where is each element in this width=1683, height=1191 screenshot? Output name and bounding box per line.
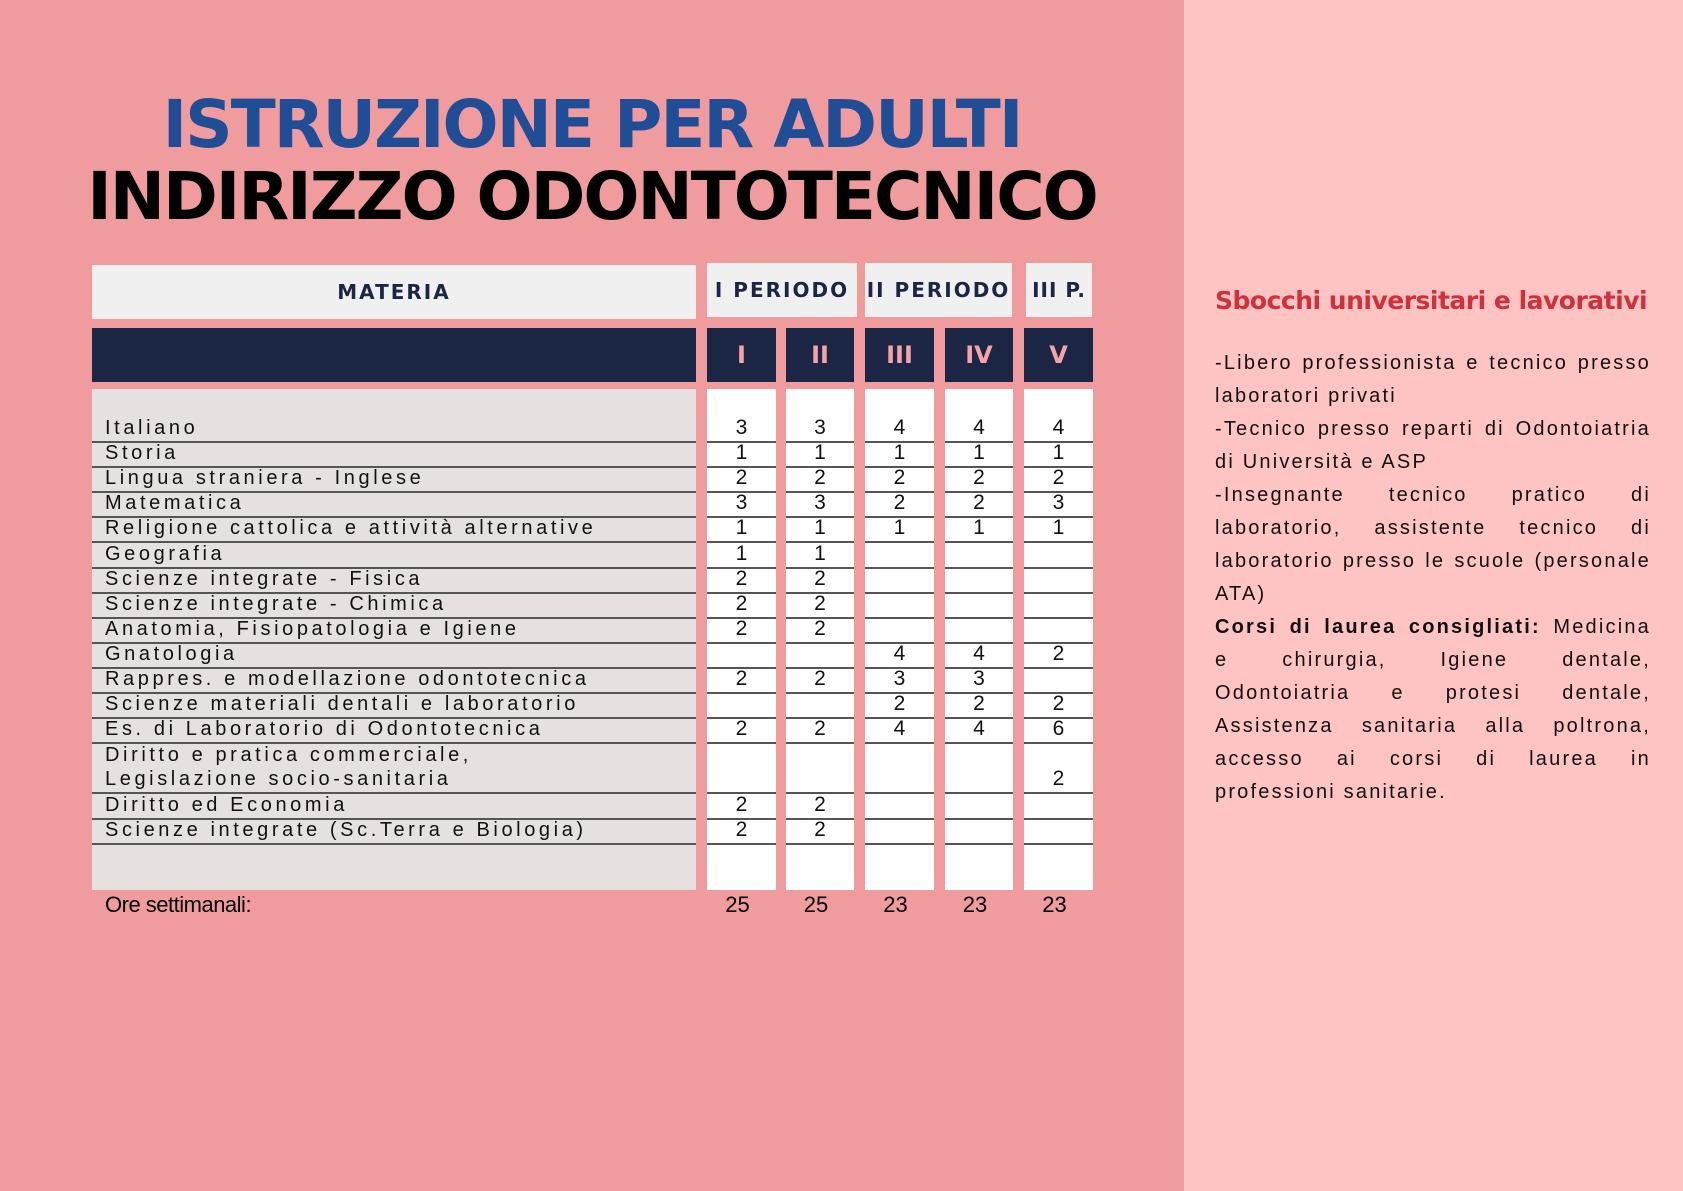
hours-cell: 1	[1052, 516, 1065, 540]
hours-cell: 2	[814, 667, 826, 690]
hours-cell: 3	[735, 491, 748, 515]
career-item: -Tecnico presso reparti di Odontoiatria di Università e ASP	[1215, 418, 1651, 473]
hours-cell: 3	[1052, 491, 1065, 515]
row-divider	[945, 541, 1013, 543]
row-divider	[92, 843, 696, 845]
hours-cell: 2	[814, 616, 826, 640]
hours-cell: 4	[973, 717, 985, 741]
career-item: -Insegnante tecnico pratico di laboratorio, assistente tecnico di laboratorio presso le scuole (personale ATA)	[1215, 484, 1651, 605]
year-header-3: III	[865, 328, 934, 382]
subject-label: Rappres. e modellazione odontotecnica	[105, 668, 590, 690]
hours-cell: 3	[735, 416, 748, 439]
row-divider	[945, 592, 1013, 594]
side-heading: Sbocchi universitari e lavorativi	[1215, 286, 1648, 315]
row-divider	[1024, 667, 1093, 669]
row-divider	[865, 818, 934, 820]
row-divider	[945, 792, 1013, 794]
total-hours-2: 25	[803, 892, 829, 917]
total-hours-5: 23	[1042, 892, 1067, 917]
row-divider	[707, 642, 776, 644]
hours-cell: 1	[893, 441, 906, 465]
hours-cell: 2	[1052, 466, 1065, 490]
subject-label: Matematica	[105, 492, 245, 515]
hours-cell: 2	[1052, 641, 1065, 665]
row-divider	[945, 617, 1013, 619]
row-divider	[945, 567, 1013, 569]
subject-label: Diritto e pratica commerciale,	[105, 744, 472, 767]
courses-paragraph	[1215, 611, 1651, 809]
total-hours-1: 25	[725, 892, 750, 917]
subject-label: Lingua straniera - Inglese	[105, 467, 425, 490]
hours-cell: 4	[1052, 416, 1065, 439]
period-header-2: II PERIODO	[865, 263, 1012, 317]
subject-label: Anatomia, Fisiopatologia e Igiene	[105, 617, 520, 640]
hours-cell: 2	[814, 591, 826, 615]
hours-cell: 2	[814, 566, 826, 590]
row-divider	[1024, 617, 1093, 619]
period-header-3: III P.	[1026, 263, 1092, 317]
hours-cell: 2	[735, 717, 748, 741]
subject-label: Gnatologia	[105, 642, 238, 665]
row-divider	[1024, 818, 1093, 820]
subject-label: Diritto ed Economia	[105, 793, 348, 816]
subject-label: Scienze integrate (Sc.Terra e Biologia)	[105, 818, 587, 841]
row-divider	[786, 843, 854, 845]
row-divider	[1024, 592, 1093, 594]
row-divider	[1024, 541, 1093, 543]
subject-label: Es. di Laboratorio di Odontotecnica	[105, 718, 544, 741]
row-divider	[786, 692, 854, 694]
hours-cell: 3	[973, 667, 985, 690]
hours-cell: 1	[735, 516, 748, 540]
row-divider	[707, 742, 776, 744]
subject-label: Geografia	[105, 542, 226, 565]
title-line2: INDIRIZZO ODONTOTECNICO	[87, 158, 1097, 235]
hours-cell: 2	[735, 616, 748, 640]
row-divider	[1024, 742, 1093, 744]
hours-cell: 2	[1052, 692, 1065, 716]
hours-cell: 2	[735, 817, 748, 841]
row-divider	[865, 567, 934, 569]
hours-cell: 1	[735, 441, 748, 465]
hours-cell: 3	[814, 491, 826, 515]
hours-cell: 2	[973, 692, 985, 716]
year-header-1: I	[707, 328, 776, 382]
hours-cell: 1	[893, 516, 906, 540]
hours-cell: 4	[893, 416, 906, 439]
hours-cell: 6	[1052, 717, 1065, 741]
year-header-5: V	[1024, 328, 1093, 382]
hours-cell: 2	[735, 591, 748, 615]
row-divider	[945, 818, 1013, 820]
hours-cell: 2	[973, 466, 985, 490]
hours-cell: 2	[735, 466, 748, 490]
hours-cell: 2	[893, 692, 906, 716]
row-divider	[1024, 567, 1093, 569]
year-header-2: II	[786, 328, 854, 382]
hours-cell: 1	[973, 516, 985, 540]
hours-cell: 2	[893, 491, 906, 515]
subject-label: Scienze integrate - Fisica	[105, 567, 424, 590]
hours-cell: 1	[814, 541, 826, 565]
hours-cell: 3	[814, 416, 826, 439]
subject-label: Scienze integrate - Chimica	[105, 592, 447, 615]
courses-text: Medicina e chirurgia, Igiene dentale, Odontoiatria e protesi dentale, Assistenza sanitaria alla poltrona, accesso ai corsi di laurea in professioni sanitarie.	[1215, 616, 1651, 803]
row-divider	[865, 592, 934, 594]
hours-cell: 1	[735, 541, 748, 565]
total-hours-4: 23	[962, 892, 988, 917]
hours-cell: 2	[735, 566, 748, 590]
subject-label: Scienze materiali dentali e laboratorio	[105, 693, 579, 716]
row-divider	[92, 441, 696, 443]
totals-label: Ore settimanali:	[105, 892, 252, 917]
courses-label: Corsi di laurea consigliati:	[1215, 616, 1541, 638]
period-header-1: I PERIODO	[707, 263, 857, 317]
career-item: -Libero professionista e tecnico presso laboratori privati	[1215, 352, 1651, 407]
hours-cell: 1	[1052, 441, 1065, 465]
row-divider	[786, 742, 854, 744]
row-divider	[786, 642, 854, 644]
row-divider	[707, 692, 776, 694]
row-divider	[1024, 792, 1093, 794]
row-divider	[865, 617, 934, 619]
hours-cell: 3	[893, 667, 906, 690]
row-divider	[945, 843, 1013, 845]
row-divider	[865, 742, 934, 744]
hours-cell: 2	[893, 466, 906, 490]
hours-cell: 4	[973, 641, 985, 665]
hours-cell: 1	[814, 516, 826, 540]
hours-cell: 2	[814, 466, 826, 490]
subject-header-bar	[92, 328, 696, 382]
hours-cell: 1	[814, 441, 826, 465]
row-divider	[1024, 843, 1093, 845]
row-divider	[865, 792, 934, 794]
row-divider	[707, 843, 776, 845]
row-divider	[865, 843, 934, 845]
hours-cell: 2	[814, 792, 826, 816]
subject-header: MATERIA	[92, 265, 696, 319]
hours-cell: 2	[735, 792, 748, 816]
hours-cell: 4	[973, 416, 985, 439]
hours-cell: 2	[735, 667, 748, 690]
side-body	[1215, 347, 1651, 809]
total-hours-3: 23	[883, 892, 908, 917]
subject-label: Italiano	[105, 417, 199, 439]
row-divider	[865, 541, 934, 543]
hours-cell: 4	[893, 717, 906, 741]
title-line1: ISTRUZIONE PER ADULTI	[162, 86, 1022, 163]
hours-cell: 2	[973, 491, 985, 515]
row-divider	[945, 742, 1013, 744]
year-header-4: IV	[945, 328, 1013, 382]
hours-cell: 1	[973, 441, 985, 465]
subject-label: Storia	[105, 442, 179, 465]
hours-cell: 4	[893, 641, 906, 665]
hours-cell: 2	[1052, 767, 1065, 791]
subject-label: Legislazione socio-sanitaria	[105, 768, 452, 791]
subject-label: Religione cattolica e attività alternative	[105, 517, 597, 540]
hours-cell: 2	[814, 817, 826, 841]
hours-cell: 2	[814, 717, 826, 741]
